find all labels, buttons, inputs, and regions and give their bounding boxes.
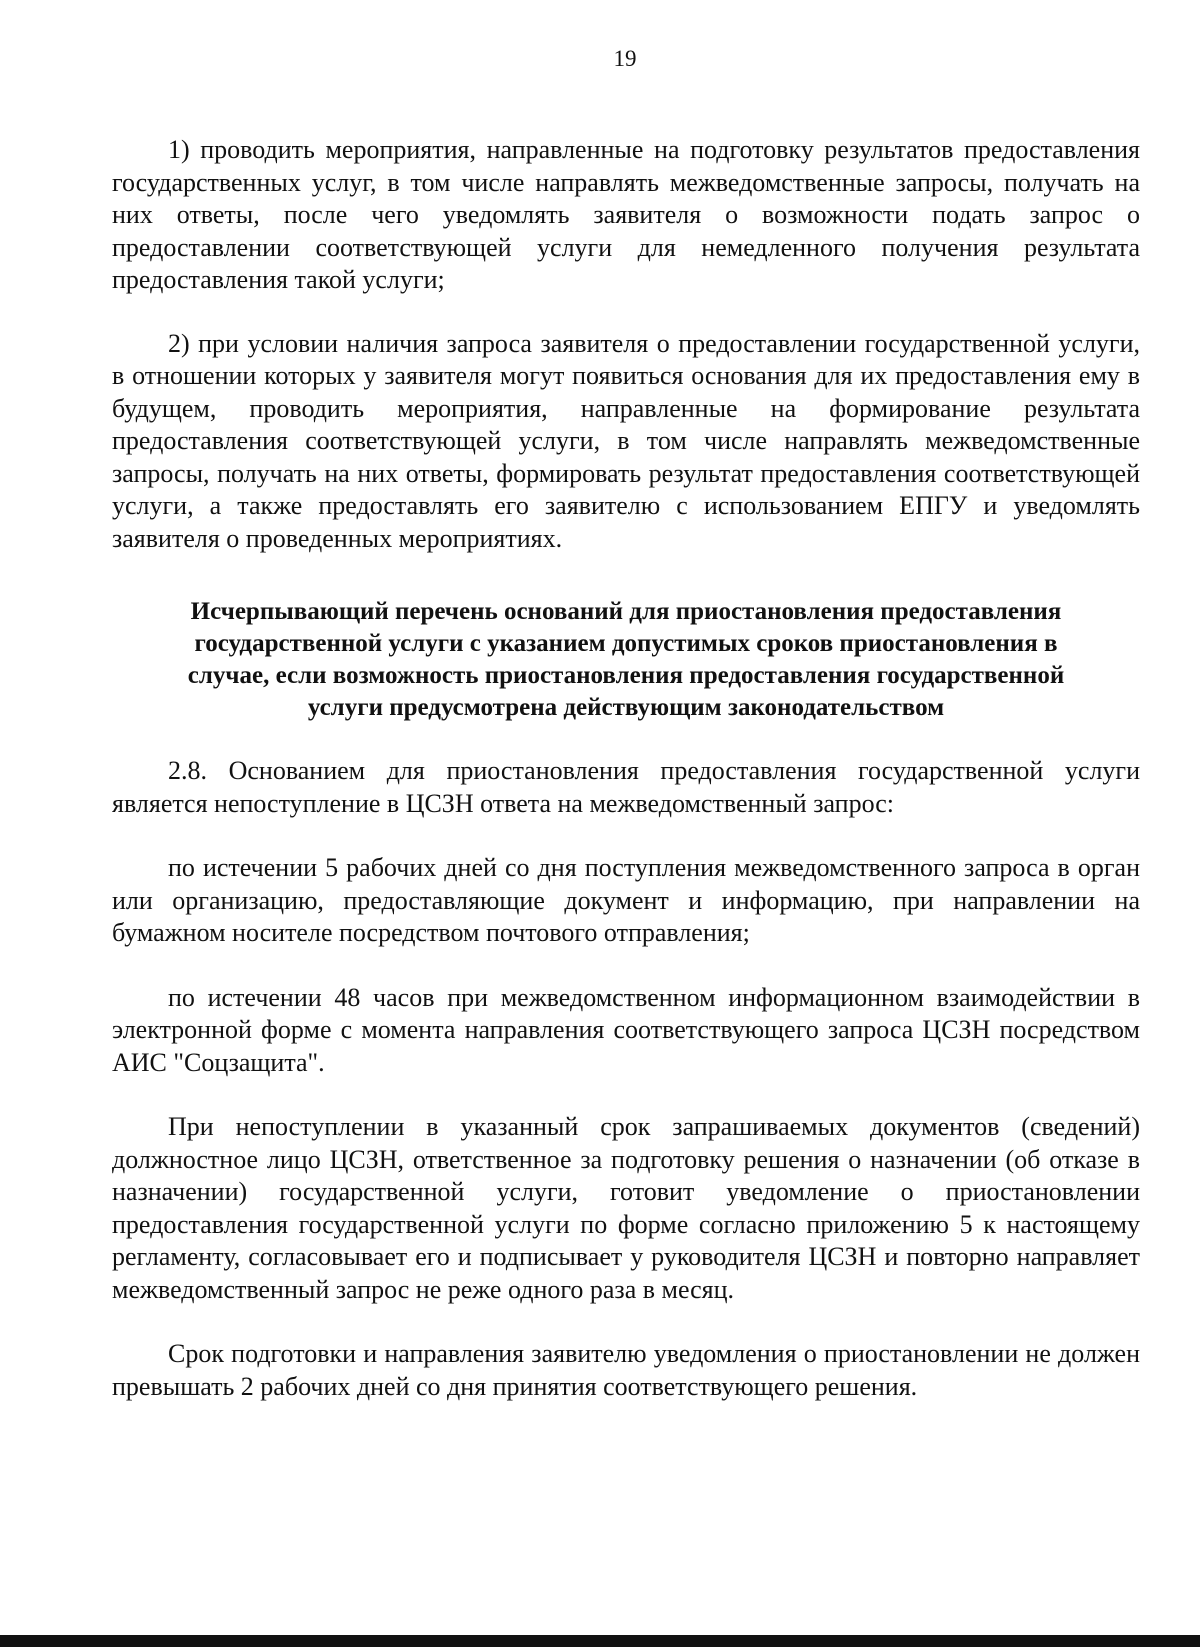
paragraph-term-paper: по истечении 5 рабочих дней со дня поступления межведомственного запроса в орган или организацию, предоставляющие документ и информацию, при направлении на бумажном носителе посредством почтового отправления; xyxy=(112,853,1140,947)
paragraph-item-1: 1) проводить мероприятия, направленные на подготовку результатов предоставления государственных услуг, в том числе направлять межведомственные запросы, получать на них ответы, после чего уведомлять заявителя о возможности подать запрос о предоставлении соответствующей услуги для немедленного получения результата предоставления такой услуги; xyxy=(112,135,1140,294)
paragraph-suspension-notice: При непоступлении в указанный срок запрашиваемых документов (сведений) должностное лицо ЦСЗН, ответственное за подготовку решения о назначении (об отказе в назначении) государственной услуги, готовит уведомление о приостановлении предоставления государственной услуги по форме согласно приложению 5 к настоящему регламенту, согласовывает его и подписывает у руководителя ЦСЗН и повторно направляет межведомственный запрос не реже одного раза в месяц. xyxy=(112,1112,1140,1304)
paragraph-item-2: 2) при условии наличия запроса заявителя о предоставлении государственной услуги, в отношении которых у заявителя могут появиться основания для их предоставления ему в будущем, проводить мероприятия, направленные на формирование результата предоставления соответствующей услуги, в том числе направлять межведомственные запросы, получать на них ответы, формировать результат предоставления соответствующей услуги, а также предоставлять его заявителю с использованием ЕПГУ и уведомлять заявителя о проведенных мероприятиях. xyxy=(112,328,1140,553)
section-heading: Исчерпывающий перечень оснований для приостановления предоставления государственной услуги с указанием допустимых сроков приостановления в случае, если возможность приостановления предоставления государственной услуги предусмотрена действующим законодательством xyxy=(187,598,1065,721)
document-body xyxy=(112,134,1140,1403)
scan-bottom-edge xyxy=(0,1635,1200,1647)
paragraph-notice-deadline: Срок подготовки и направления заявителю уведомления о приостановлении не должен превышать 2 рабочих дней со дня принятия соответствующего решения. xyxy=(112,1339,1140,1401)
paragraph-term-electronic: по истечении 48 часов при межведомственном информационном взаимодействии в электронной форме с момента направления соответствующего запроса ЦСЗН посредством АИС "Соцзащита". xyxy=(112,982,1140,1077)
paragraph-2-8: 2.8. Основанием для приостановления предоставления государственной услуги является непоступление в ЦСЗН ответа на межведомственный запрос: xyxy=(112,756,1140,818)
page-number: 19 xyxy=(613,46,637,71)
